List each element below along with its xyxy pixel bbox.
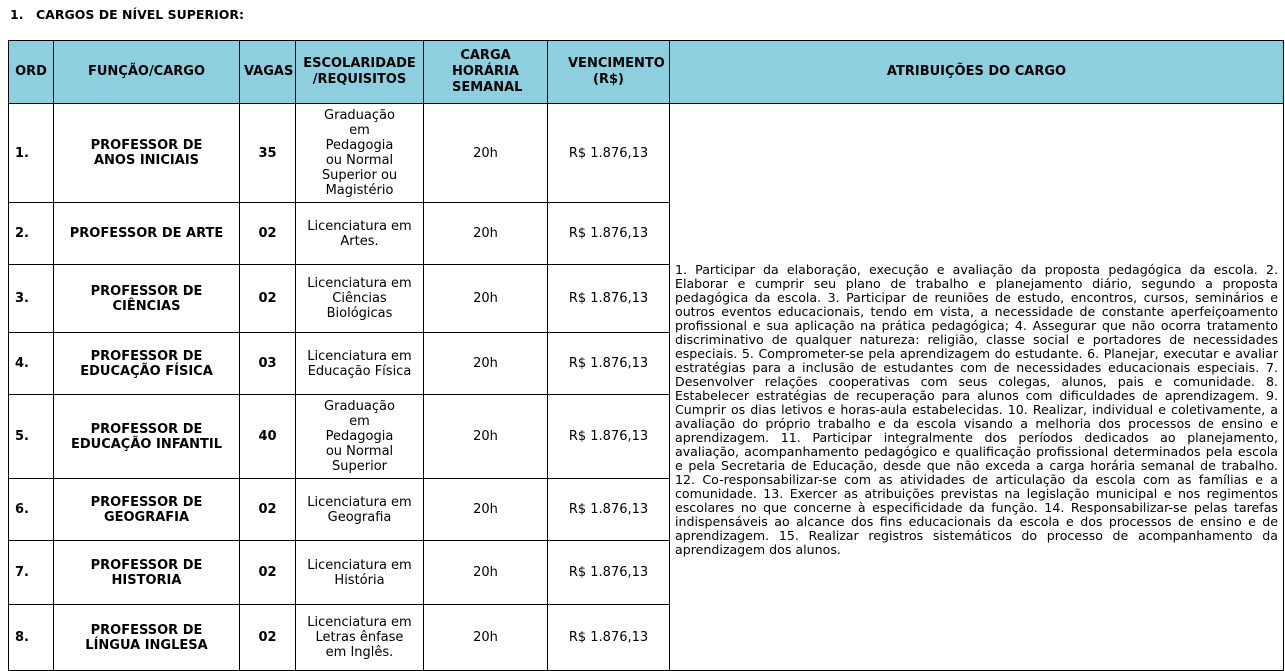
cell-escolaridade: Licenciatura em Educação Física xyxy=(296,333,424,395)
header-carga: CARGA HORÁRIA SEMANAL xyxy=(424,41,548,104)
cell-carga: 20h xyxy=(424,479,548,541)
header-vencimento: VENCIMENTO (R$) xyxy=(548,41,670,104)
cell-ord: 3. xyxy=(9,265,54,333)
cell-ord: 1. xyxy=(9,104,54,203)
cell-vagas: 02 xyxy=(240,479,296,541)
cell-cargo: PROFESSOR DE EDUCAÇÃO FÍSICA xyxy=(54,333,240,395)
cell-escolaridade: Graduação em Pedagogia ou Normal Superior ou Magistério xyxy=(296,104,424,203)
cell-escolaridade: Licenciatura em Letras ênfase em Inglês. xyxy=(296,605,424,671)
cell-carga: 20h xyxy=(424,605,548,671)
cell-ord: 7. xyxy=(9,541,54,605)
cell-escolaridade: Licenciatura em História xyxy=(296,541,424,605)
cell-escolaridade: Licenciatura em Ciências Biológicas xyxy=(296,265,424,333)
cell-cargo: PROFESSOR DE LÍNGUA INGLESA xyxy=(54,605,240,671)
cell-vagas: 02 xyxy=(240,541,296,605)
section-title xyxy=(10,7,244,22)
cell-cargo: PROFESSOR DE GEOGRAFIA xyxy=(54,479,240,541)
cell-escolaridade: Licenciatura em Artes. xyxy=(296,203,424,265)
cell-carga: 20h xyxy=(424,104,548,203)
cell-carga: 20h xyxy=(424,395,548,479)
table-row xyxy=(9,104,1284,203)
cell-carga: 20h xyxy=(424,203,548,265)
header-funcao: FUNÇÃO/CARGO xyxy=(54,41,240,104)
header-ord: ORD xyxy=(9,41,54,104)
cell-vagas: 35 xyxy=(240,104,296,203)
cell-ord: 8. xyxy=(9,605,54,671)
cargos-table xyxy=(8,40,1284,671)
cell-vencimento: R$ 1.876,13 xyxy=(548,395,670,479)
cell-carga: 20h xyxy=(424,333,548,395)
cell-vencimento: R$ 1.876,13 xyxy=(548,203,670,265)
cell-escolaridade: Graduação em Pedagogia ou Normal Superior xyxy=(296,395,424,479)
cell-vencimento: R$ 1.876,13 xyxy=(548,104,670,203)
cell-escolaridade: Licenciatura em Geografia xyxy=(296,479,424,541)
cell-ord: 4. xyxy=(9,333,54,395)
cell-vencimento: R$ 1.876,13 xyxy=(548,265,670,333)
cell-carga: 20h xyxy=(424,541,548,605)
header-row xyxy=(9,41,1284,104)
cell-carga: 20h xyxy=(424,265,548,333)
cell-cargo: PROFESSOR DE ARTE xyxy=(54,203,240,265)
cell-cargo: PROFESSOR DE EDUCAÇÃO INFANTIL xyxy=(54,395,240,479)
cell-atribuicoes xyxy=(670,104,1284,671)
cell-cargo: PROFESSOR DE ANOS INICIAIS xyxy=(54,104,240,203)
cell-vencimento: R$ 1.876,13 xyxy=(548,479,670,541)
cell-cargo: PROFESSOR DE CIÊNCIAS xyxy=(54,265,240,333)
cell-vagas: 02 xyxy=(240,265,296,333)
cell-vencimento: R$ 1.876,13 xyxy=(548,605,670,671)
cell-cargo: PROFESSOR DE HISTORIA xyxy=(54,541,240,605)
cell-vencimento: R$ 1.876,13 xyxy=(548,333,670,395)
cell-vagas: 02 xyxy=(240,203,296,265)
cell-vagas: 40 xyxy=(240,395,296,479)
atribuicoes-text: 1. Participar da elaboração, execução e avaliação da proposta pedagógica da escola. 2. Elaborar e cumprir seu plano de trabalho e planejamento diário, segundo a proposta pedagógica da escola. 3. Participar de reuniões de estudo, encontros, cursos, seminários e outros eventos educacionais, tendo em vista, a necessidade de constante aperfeiçoamento profissional e sua aplicação na prática pedagógica; 4. Assegurar que não ocorra tratamento discriminativo de qualquer natureza: religião, classe social e portadores de necessidades especiais. 5. Comprometer-se pela aprendizagem do estudante. 6. Planejar, executar e avaliar estratégias para a inclusão de estudantes com de necessidades educacionais especiais. 7. Desenvolver relações cooperativas com seus colegas, alunos, pais e comunidade. 8. Estabelecer estratégias de recuperação para alunos com dificuldades de aprendizagem. 9. Cumprir os dias letivos e horas-aula estabelecidas. 10. Realizar, individual e coletivamente, a avaliação do próprio trabalho e da escola visando a melhoria dos processos de ensino e aprendizagem. 11. Participar integralmente dos períodos dedicados ao planejamento, avaliação, acompanhamento pedagógico e qualificação profissional determinados pela escola e pela Secretaria de Educação, desde que não exceda a carga horária semanal de trabalho. 12. Co-responsabilizar-se com as atividades de articulação da escola com as famílias e a comunidade. 13. Exercer as atribuições previstas na legislação municipal e nos regimentos escolares no que concerne à especificidade da função. 14. Responsabilizar-se pelas tarefas indispensáveis ao alcance dos fins educacionais da escola e dos processos de ensino e de aprendizagem. 15. Realizar registros sistemáticos do processo de acompanhamento da aprendizagem dos alunos. xyxy=(675,262,1278,557)
header-atribuicoes: ATRIBUIÇÕES DO CARGO xyxy=(670,41,1284,104)
cell-ord: 5. xyxy=(9,395,54,479)
cell-ord: 2. xyxy=(9,203,54,265)
section-heading: CARGOS DE NÍVEL SUPERIOR: xyxy=(36,7,245,22)
header-escolaridade: ESCOLARIDADE /REQUISITOS xyxy=(296,41,424,104)
section-number: 1. xyxy=(10,7,24,22)
cell-vagas: 03 xyxy=(240,333,296,395)
cell-ord: 6. xyxy=(9,479,54,541)
cell-vagas: 02 xyxy=(240,605,296,671)
cell-vencimento: R$ 1.876,13 xyxy=(548,541,670,605)
header-vagas: VAGAS xyxy=(240,41,296,104)
